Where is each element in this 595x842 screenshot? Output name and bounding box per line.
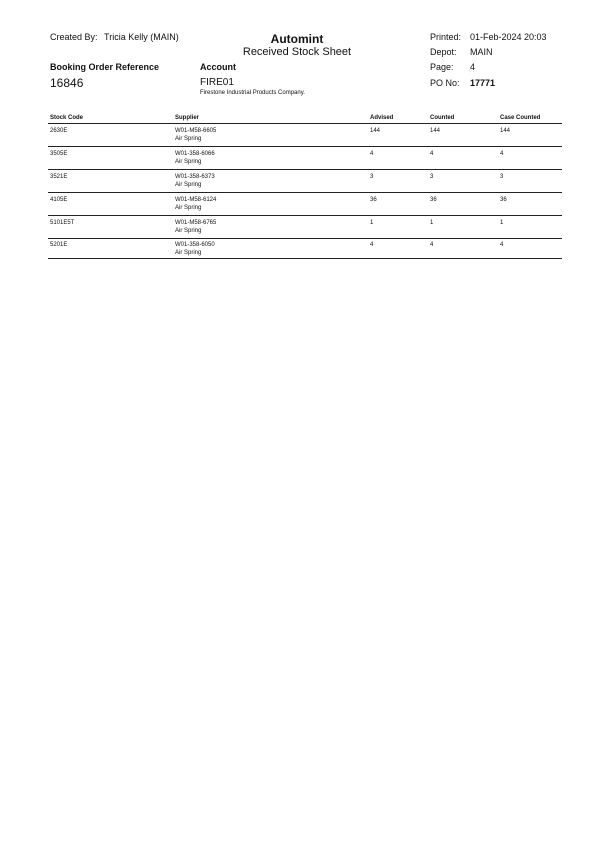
item-description: Air Spring [175, 205, 202, 211]
account-label: Account [200, 62, 236, 72]
row-divider [48, 146, 562, 147]
counted-qty: 3 [430, 174, 434, 180]
printed-label: Printed: [430, 32, 462, 42]
page-label: Page: [430, 62, 454, 72]
po-number: 17771 [470, 78, 496, 88]
supplier-code: W01-M58-6605 [175, 128, 217, 134]
supplier-code: W01-358-6050 [175, 242, 215, 248]
stock-code: 4105E [50, 197, 68, 203]
item-description: Air Spring [175, 182, 202, 188]
advised-qty: 4 [370, 151, 374, 157]
counted-qty: 4 [430, 151, 434, 157]
stock-code: 3521E [50, 174, 68, 180]
row-divider [48, 238, 562, 239]
counted-qty: 36 [430, 197, 437, 203]
booking-reference: 16846 [50, 76, 84, 90]
col-counted: Counted [430, 115, 455, 121]
supplier-code: W01-M58-6765 [175, 220, 217, 226]
case-counted-qty: 1 [500, 220, 504, 226]
case-counted-qty: 36 [500, 197, 507, 203]
counted-qty: 4 [430, 242, 434, 248]
stock-code: 5201E [50, 242, 68, 248]
case-counted-qty: 4 [500, 151, 504, 157]
created-by-value: Tricia Kelly (MAIN) [104, 32, 179, 42]
row-divider [48, 169, 562, 170]
stock-code: 2630E [50, 128, 68, 134]
company-name: Automint [270, 32, 324, 46]
row-divider [48, 192, 562, 193]
created-by-label: Created By: [50, 32, 98, 42]
case-counted-qty: 4 [500, 242, 504, 248]
created-by [50, 32, 179, 42]
col-stock-code: Stock Code [50, 115, 84, 121]
item-description: Air Spring [175, 136, 202, 142]
counted-qty: 1 [430, 220, 434, 226]
supplier-code: W01-358-6066 [175, 151, 215, 157]
stock-code: 5101E5T [50, 220, 75, 226]
advised-qty: 4 [370, 242, 374, 248]
item-description: Air Spring [175, 228, 202, 234]
col-case-counted: Case Counted [500, 115, 541, 121]
account-code: FIRE01 [200, 77, 234, 88]
item-description: Air Spring [175, 159, 202, 165]
supplier-code: W01-M58-6124 [175, 197, 217, 203]
account-name: Firestone Industrial Products Company. [200, 90, 305, 96]
item-description: Air Spring [175, 250, 202, 256]
report-title: Received Stock Sheet [242, 46, 352, 58]
row-divider [48, 258, 562, 259]
case-counted-qty: 3 [500, 174, 504, 180]
depot-value: MAIN [470, 47, 493, 57]
stock-code: 3505E [50, 151, 68, 157]
header-divider [48, 123, 562, 124]
advised-qty: 1 [370, 220, 374, 226]
supplier-code: W01-358-6373 [175, 174, 215, 180]
col-advised: Advised [370, 115, 394, 121]
row-divider [48, 215, 562, 216]
counted-qty: 144 [430, 128, 441, 134]
booking-label: Booking Order Reference [50, 62, 160, 72]
page-number: 4 [470, 62, 476, 72]
advised-qty: 3 [370, 174, 374, 180]
case-counted-qty: 144 [500, 128, 511, 134]
advised-qty: 36 [370, 197, 377, 203]
advised-qty: 144 [370, 128, 381, 134]
depot-label: Depot: [430, 47, 457, 57]
printed-value: 01-Feb-2024 20:03 [470, 32, 547, 42]
col-supplier: Supplier [175, 115, 200, 121]
po-label: PO No: [430, 78, 460, 88]
